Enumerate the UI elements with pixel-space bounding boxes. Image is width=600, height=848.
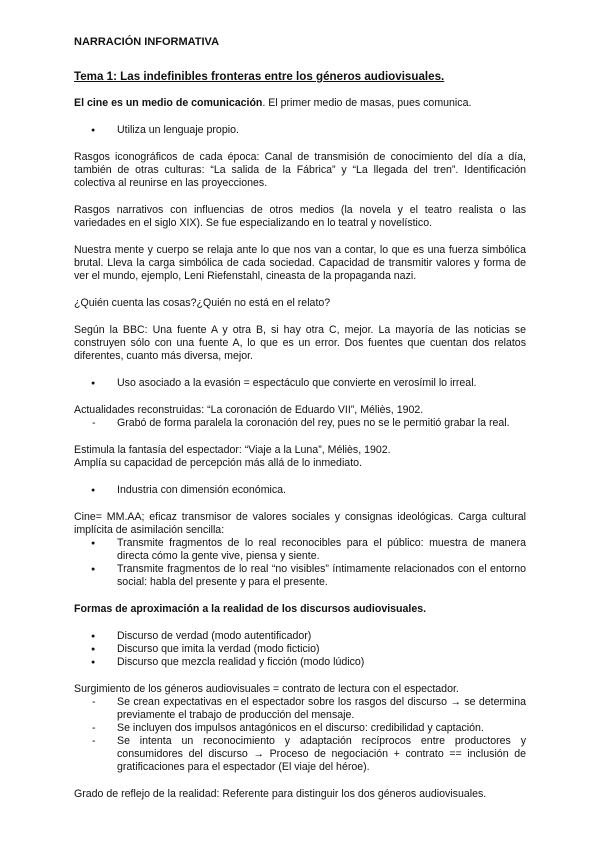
dash-item: - Grabó de forma paralela la coronación del rey, pues no se le permitió grabar la real. xyxy=(74,417,526,430)
paragraph-text: . El primer medio de masas, pues comunica. xyxy=(262,97,472,109)
paragraph-actualidades: Actualidades reconstruidas: “La coronación de Eduardo VII”, Méliès, 1902. xyxy=(74,404,424,416)
bullet-list xyxy=(74,484,526,497)
paragraph-surgimiento: Surgimiento de los géneros audiovisuales = contrato de lectura con el espectador. xyxy=(74,683,459,695)
bullet-item: ● Uso asociado a la evasión = espectáculo que convierte en verosímil lo irreal. xyxy=(74,377,526,390)
paragraph-cine-medio xyxy=(74,97,526,110)
bullet-item: ● Industria con dimensión económica. xyxy=(74,484,526,497)
bullet-list xyxy=(74,630,526,669)
paragraph-bbc: Según la BBC: Una fuente A y otra B, si hay otra C, mejor. La mayoría de las noticias se construyen sólo con una fuente A, lo que es un error. Dos fuentes que cuentan dos relatos diferentes, cuanto más diversa, mejor. xyxy=(74,324,526,362)
bullet-list xyxy=(74,537,526,589)
paragraph-grado-reflejo: Grado de reflejo de la realidad: Referente para distinguir los dos géneros audiovisuales. xyxy=(74,788,487,800)
paragraph-cine-mmaa: Cine= MM.AA; eficaz transmisor de valores sociales y consignas ideológicas. Carga cultural implícita de asimilación sencilla: xyxy=(74,511,526,536)
dash-item: - Se crean expectativas en el espectador sobre los rasgos del discurso → se determina previamente el trabajo de producción del mensaje. xyxy=(74,696,526,722)
document-title: NARRACIÓN INFORMATIVA xyxy=(74,36,220,48)
bullet-item: ● Discurso que imita la verdad (modo ficticio) xyxy=(74,643,526,656)
section-heading-formas: Formas de aproximación a la realidad de los discursos audiovisuales. xyxy=(74,603,427,615)
bullet-item: ● Transmite fragmentos de lo real reconocibles para el público: muestra de manera directa cómo la gente vive, piensa y siente. xyxy=(74,537,526,563)
bullet-item: ● Discurso de verdad (modo autentificador) xyxy=(74,630,526,643)
dash-list xyxy=(74,417,526,430)
paragraph-mente-cuerpo: Nuestra mente y cuerpo se relaja ante lo que nos van a contar, lo que es una fuerza simbólica brutal. Lleva la carga simbólica de cada sociedad. Capacidad de transmitir valores y forma de ver el mundo, ejemplo, Leni Riefenstahl, cineasta de la propaganda nazi. xyxy=(74,244,526,282)
bold-phrase: El cine es un medio de comunicación xyxy=(74,97,263,109)
paragraph-quien-cuenta: ¿Quién cuenta las cosas?¿Quién no está en el relato? xyxy=(74,297,331,309)
bullet-item: ● Discurso que mezcla realidad y ficción (modo lúdico) xyxy=(74,656,526,669)
dash-item: - Se intenta un reconocimiento y adaptación recíprocos entre productores y consumidores del discurso → Proceso de negociación + contrato == inclusión de gratificaciones para el espectador (El viaje del héroe). xyxy=(74,735,526,774)
dash-item: - Se incluyen dos impulsos antagónicos en el discurso: credibilidad y captación. xyxy=(74,722,526,735)
dash-list xyxy=(74,696,526,774)
bullet-list xyxy=(74,124,526,137)
bullet-item: ● Transmite fragmentos de lo real “no visibles” íntimamente relacionados con el entorno social: habla del presente y para el presente. xyxy=(74,563,526,589)
paragraph-fantasia: Estimula la fantasía del espectador: “Viaje a la Luna”, Méliès, 1902. xyxy=(74,444,391,456)
topic-heading: Tema 1: Las indefinibles fronteras entre los géneros audiovisuales. xyxy=(74,70,445,83)
bullet-item: ● Utiliza un lenguaje propio. xyxy=(74,124,526,137)
paragraph-rasgos-iconograficos: Rasgos iconográficos de cada época: Canal de transmisión de conocimiento del día a día, también de otras culturas: “La salida de la Fábrica” y “La llegada del tren”. Identificación colectiva al reunirse en las proyecciones. xyxy=(74,151,526,189)
paragraph-percepcion: Amplía su capacidad de percepción más allá de lo inmediato. xyxy=(74,457,362,469)
bullet-list xyxy=(74,377,526,390)
paragraph-rasgos-narrativos: Rasgos narrativos con influencias de otros medios (la novela y el teatro realista o las variedades en el siglo XIX). Se fue especializando en lo teatral y novelístico. xyxy=(74,204,526,229)
